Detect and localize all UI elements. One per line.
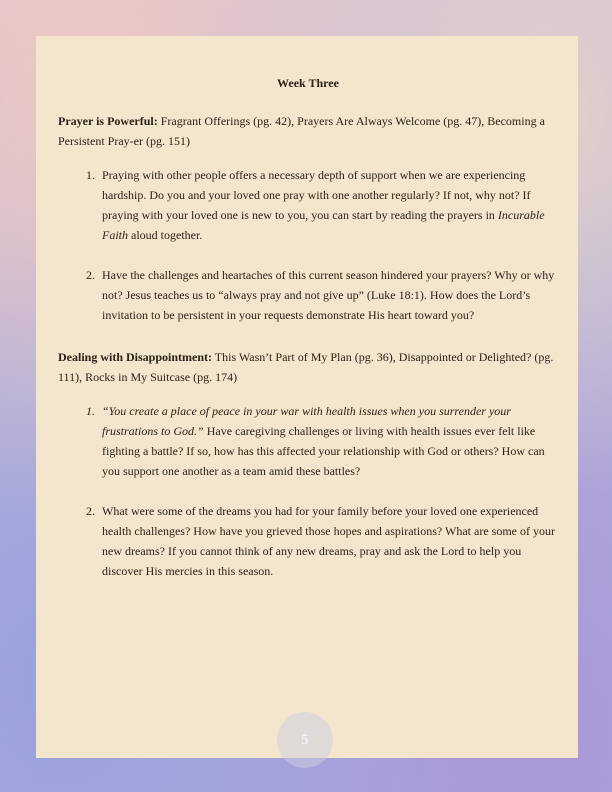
- question-item: [98, 265, 558, 325]
- section-prayer-is-powerful: [58, 111, 558, 151]
- question-item: [98, 165, 558, 245]
- question-list: [58, 165, 558, 325]
- question-text: Have caregiving challenges or living with health issues ever felt like fighting a battle? If so, how has this affected your relationship with God or others? How can you support one another as a team amid these battles?: [102, 424, 545, 478]
- quote-text: “You create a place of peace in your war with health issues when you surrender your frustrations to God.”: [102, 404, 511, 438]
- page-content: [58, 76, 558, 603]
- question-item: [98, 501, 558, 581]
- question-text: Have the challenges and heartaches of this current season hindered your prayers? Why or why not? Jesus teaches us to “always pray and not give up” (Luke 18:1). How does the Lord’s invitation to be persistent in your requests demonstrate His heart toward you?: [102, 268, 555, 322]
- section-heading: Prayer is Powerful:: [58, 114, 158, 128]
- section-references: Fragrant Offerings (pg. 42), Prayers Are Always Welcome (pg. 47), Becoming a Persistent Pray-er (pg. 151): [58, 114, 545, 148]
- page-title: Week Three: [277, 76, 339, 90]
- section-heading: Dealing with Disappointment:: [58, 350, 213, 364]
- question-text: Praying with other people offers a necessary depth of support when we are experiencing hardship. Do you and your loved one pray with one another regularly? If not, why not? If praying with your loved one is new to you, you can start by reading the prayers in: [102, 168, 531, 222]
- question-list: [58, 401, 558, 581]
- book-title: Incurable Faith: [102, 208, 545, 242]
- page-number-badge: 5: [277, 712, 333, 768]
- question-item: [98, 401, 558, 481]
- page-sheet: [36, 36, 578, 758]
- section-references: This Wasn’t Part of My Plan (pg. 36), Disappointed or Delighted? (pg. 111), Rocks in My Suitcase (pg. 174): [58, 350, 554, 384]
- question-text: aloud together.: [128, 228, 203, 242]
- question-text: What were some of the dreams you had for your family before your loved one experienced health challenges? How have you grieved those hopes and aspirations? What are some of your new dreams? If you cannot think of any new dreams, pray and ask the Lord to help you discover His mercies in this season.: [102, 504, 555, 578]
- section-dealing-with-disappointment: [58, 347, 558, 387]
